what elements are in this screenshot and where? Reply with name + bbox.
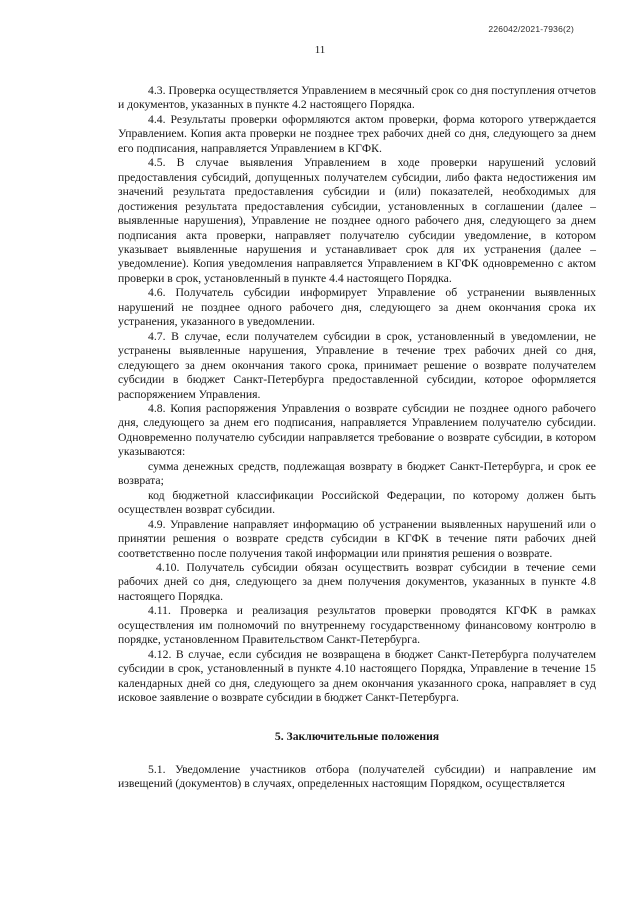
paragraph-4-8-item-code: код бюджетной классификации Российской Федерации, по которому должен быть осуществлен возврат субсидии. <box>118 488 596 517</box>
paragraph-4-3: 4.3. Проверка осуществляется Управлением в месячный срок со дня поступления отчетов и документов, указанных в пункте 4.2 настоящего Порядка. <box>118 84 596 112</box>
section-heading: 5. Заключительные положения <box>274 730 440 744</box>
document-id: 226042/2021-7936(2) <box>488 24 574 34</box>
page-number: 11 <box>314 44 326 56</box>
paragraph-4-6: 4.6. Получатель субсидии информирует Управление об устранении выявленных нарушений не позднее одного рабочего дня, следующего за днем окончания срока их устранения, указанного в уведомлении. <box>118 286 596 329</box>
paragraph-5-1: 5.1. Уведомление участников отбора (получателей субсидии) и направление им извещений (документов) в случаях, определенных настоящим Порядком, осуществляется <box>118 762 596 791</box>
paragraph-4-10: 4.10. Получатель субсидии обязан осуществить возврат субсидии в течение семи рабочих дней со дня, следующего за днем получения документов, указанных в пункте 4.8 настоящего Порядка. <box>118 560 596 603</box>
paragraph-4-8-item-amount: сумма денежных средств, подлежащая возврату в бюджет Санкт-Петербурга, и срок ее возврата; <box>118 459 596 488</box>
paragraph-4-9: 4.9. Управление направляет информацию об устранении выявленных нарушений или о принятии решения о возврате средств субсидии в КГФК в течение пяти рабочих дней соответственно после получения такой информации или принятия решения о возврате. <box>118 517 596 560</box>
paragraph-4-5: 4.5. В случае выявления Управлением в ходе проверки нарушений условий предоставления субсидий, допущенных получателем субсидии, либо факта недостижения им значений результата предоставления субсидии и (или) показателей, необходимых для достижения результата предоставления субсидии, установленных в соглашении (далее – выявленные нарушения), Управление не позднее одного рабочего дня, следующего за днем подписания акта проверки, направляет получателю субсидии уведомление, в котором указывает выявленные нарушения и устанавливает срок для их устранения (далее – уведомление). Копия уведомления направляется Управлением в КГФК одновременно с актом проверки в срок, установленный в пункте 4.4 настоящего Порядка. <box>118 156 596 285</box>
paragraph-4-7: 4.7. В случае, если получателем субсидии в срок, установленный в уведомлении, не устранены выявленные нарушения, Управление в течение трех рабочих дней со дня, следующего за днем окончания такого срока, принимает решение о возврате получателем субсидии в бюджет Санкт-Петербурга предоставленной субсидии, которое оформляется распоряжением Управления. <box>118 329 596 401</box>
paragraph-4-4: 4.4. Результаты проверки оформляются актом проверки, форма которого утверждается Управлением. Копия акта проверки не позднее трех рабочих дней со дня, следующего за днем его подписания, направляется Управлением в КГФК. <box>118 112 596 155</box>
paragraph-4-11: 4.11. Проверка и реализация результатов проверки проводятся КГФК в рамках осуществления им полномочий по внутреннему государственному финансовому контролю в порядке, установленном Правительством Санкт-Петербурга. <box>118 604 596 647</box>
paragraph-4-12: 4.12. В случае, если субсидия не возвращена в бюджет Санкт-Петербурга получателем субсидии в срок, установленный в пункте 4.10 настоящего Порядка, Управление в течение 15 календарных дней со дня, следующего за днем окончания указанного срока, направляет в суд исковое заявление о возврате субсидии в бюджет Санкт-Петербурга. <box>118 647 596 705</box>
paragraph-4-8: 4.8. Копия распоряжения Управления о возврате субсидии не позднее одного рабочего дня, следующего за днем его подписания, направляется Управлением получателю субсидии. Одновременно получателю субсидии направляется требование о возврате субсидии, в котором указываются: <box>118 401 596 459</box>
document-body <box>118 84 596 792</box>
